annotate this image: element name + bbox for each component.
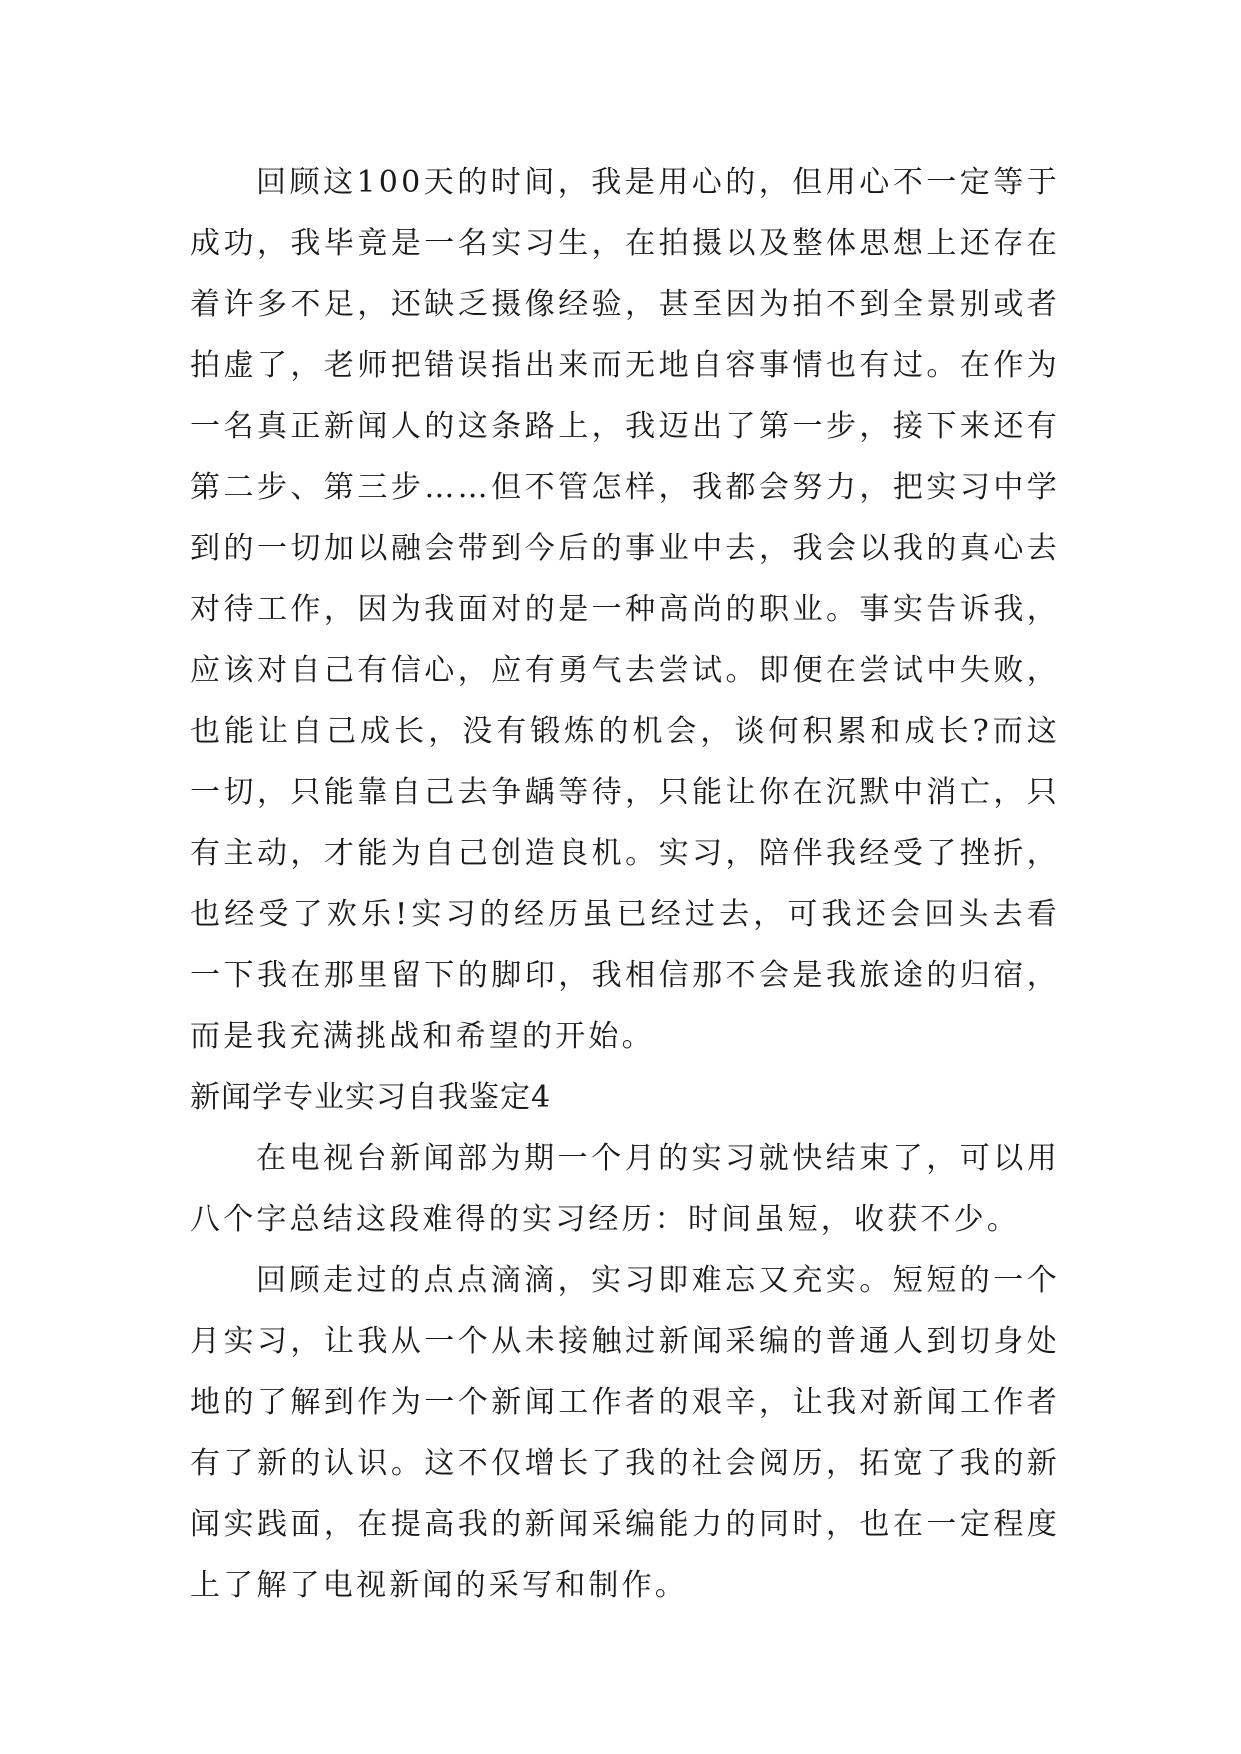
paragraph-reflection: 回顾这100天的时间，我是用心的，但用心不一定等于成功，我毕竟是一名实习生，在拍摄以及整体思想上还存在着许多不足，还缺乏摄像经验，甚至因为拍不到全景别或者拍虚了，老师把错误指出来而无地自容事情也有过。在作为一名真正新闻人的这条路上，我迈出了第一步，接下来还有第二步、第三步……但不管怎样，我都会努力，把实习中学到的一切加以融会带到今后的事业中去，我会以我的真心去对待工作，因为我面对的是一种高尚的职业。事实告诉我，应该对自己有信心，应有勇气去尝试。即便在尝试中失败，也能让自己成长，没有锻炼的机会，谈何积累和成长?而这一切，只能靠自己去争龋等待，只能让你在沉默中消亡，只有主动，才能为自己创造良机。实习，陪伴我经受了挫折，也经受了欢乐!实习的经历虽已经过去，可我还会回头去看一下我在那里留下的脚印，我相信那不会是我旅途的归宿，而是我充满挑战和希望的开始。 [190,165,1060,1054]
document-body [190,152,1060,1616]
section-heading: 新闻学专业实习自我鉴定4 [190,1080,552,1115]
paragraph-intro: 在电视台新闻部为期一个月的实习就快结束了，可以用八个字总结这段难得的实习经历：时间虽短，收获不少。 [190,1141,1060,1237]
paragraph-review: 回顾走过的点点滴滴，实习即难忘又充实。短短的一个月实习，让我从一个从未接触过新闻采编的普通人到切身处地的了解到作为一个新闻工作者的艰辛，让我对新闻工作者有了新的认识。这不仅增长了我的社会阅历，拓宽了我的新闻实践面，在提高我的新闻采编能力的同时，也在一定程度上了解了电视新闻的采写和制作。 [190,1263,1060,1603]
